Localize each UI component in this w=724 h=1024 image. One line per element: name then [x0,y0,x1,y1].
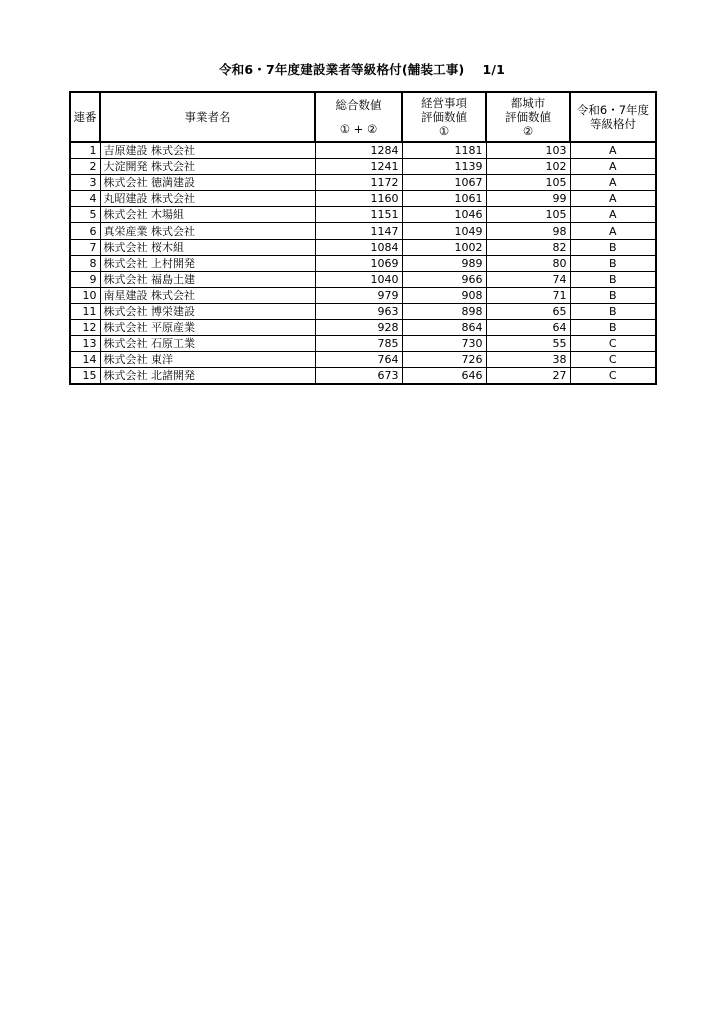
grade-rank: C [570,368,656,385]
company-name: 株式会社 石原工業 [100,336,315,352]
total-score: 673 [315,368,402,385]
header-grade: 令和6・7年度 等級格付 [570,92,656,142]
grade-rank: A [570,159,656,175]
grade-rank: B [570,303,656,319]
table-row [70,142,656,159]
title-text: 令和6・7年度建設業者等級格付(舗装工事) [218,62,465,77]
row-number: 2 [70,159,100,175]
grade-table [69,91,657,385]
keiei-score: 989 [402,255,486,271]
keiei-score: 1061 [402,191,486,207]
company-name: 株式会社 桜木組 [100,239,315,255]
row-number: 8 [70,255,100,271]
company-name: 吉原建設 株式会社 [100,142,315,159]
city-score: 103 [486,142,570,159]
company-name: 株式会社 東洋 [100,352,315,368]
grade-rank: B [570,255,656,271]
table-row [70,271,656,287]
row-number: 6 [70,223,100,239]
keiei-score: 1139 [402,159,486,175]
keiei-score: 1049 [402,223,486,239]
grade-rank: A [570,191,656,207]
keiei-score: 646 [402,368,486,385]
city-score: 64 [486,320,570,336]
grade-rank: B [570,287,656,303]
city-score: 38 [486,352,570,368]
table-row [70,352,656,368]
table-row [70,223,656,239]
row-number: 5 [70,207,100,223]
keiei-score: 898 [402,303,486,319]
table-row [70,303,656,319]
header-name: 事業者名 [100,92,315,142]
company-name: 株式会社 平原産業 [100,320,315,336]
total-score: 928 [315,320,402,336]
keiei-score: 966 [402,271,486,287]
keiei-score: 1002 [402,239,486,255]
company-name: 株式会社 上村開発 [100,255,315,271]
table-header-row [70,92,656,142]
header-city: 都城市 評価数値 ② [486,92,570,142]
row-number: 14 [70,352,100,368]
row-number: 11 [70,303,100,319]
keiei-score: 726 [402,352,486,368]
page-title [0,60,724,78]
table-row [70,191,656,207]
row-number: 7 [70,239,100,255]
city-score: 105 [486,207,570,223]
city-score: 102 [486,159,570,175]
row-number: 3 [70,175,100,191]
total-score: 963 [315,303,402,319]
total-score: 1172 [315,175,402,191]
city-score: 74 [486,271,570,287]
grade-rank: C [570,352,656,368]
table-row [70,320,656,336]
grade-rank: A [570,175,656,191]
city-score: 27 [486,368,570,385]
city-score: 98 [486,223,570,239]
header-total: 総合数値 ① + ② [315,92,402,142]
row-number: 1 [70,142,100,159]
city-score: 99 [486,191,570,207]
keiei-score: 1181 [402,142,486,159]
row-number: 9 [70,271,100,287]
total-score: 1084 [315,239,402,255]
row-number: 4 [70,191,100,207]
row-number: 12 [70,320,100,336]
company-name: 株式会社 北諸開発 [100,368,315,385]
city-score: 65 [486,303,570,319]
grade-rank: A [570,142,656,159]
keiei-score: 1046 [402,207,486,223]
page-number: 1/1 [482,62,506,77]
total-score: 1241 [315,159,402,175]
city-score: 55 [486,336,570,352]
table-row [70,207,656,223]
total-score: 1160 [315,191,402,207]
company-name: 株式会社 徳満建設 [100,175,315,191]
grade-rank: B [570,239,656,255]
company-name: 株式会社 木場組 [100,207,315,223]
total-score: 1284 [315,142,402,159]
company-name: 真栄産業 株式会社 [100,223,315,239]
header-keiei: 経営事項 評価数値 ① [402,92,486,142]
grade-rank: A [570,207,656,223]
company-name: 株式会社 福島土建 [100,271,315,287]
total-score: 1069 [315,255,402,271]
total-score: 785 [315,336,402,352]
row-number: 10 [70,287,100,303]
company-name: 株式会社 博栄建設 [100,303,315,319]
total-score: 979 [315,287,402,303]
keiei-score: 730 [402,336,486,352]
keiei-score: 864 [402,320,486,336]
header-no: 連番 [70,92,100,142]
city-score: 80 [486,255,570,271]
company-name: 南星建設 株式会社 [100,287,315,303]
grade-rank: B [570,320,656,336]
grade-rank: A [570,223,656,239]
table-row [70,368,656,385]
company-name: 大淀開発 株式会社 [100,159,315,175]
keiei-score: 1067 [402,175,486,191]
city-score: 71 [486,287,570,303]
table-row [70,239,656,255]
table-row [70,255,656,271]
table-body [70,142,656,384]
total-score: 1147 [315,223,402,239]
company-name: 丸昭建設 株式会社 [100,191,315,207]
keiei-score: 908 [402,287,486,303]
city-score: 82 [486,239,570,255]
row-number: 15 [70,368,100,385]
table-row [70,336,656,352]
total-score: 1040 [315,271,402,287]
total-score: 764 [315,352,402,368]
grade-rank: C [570,336,656,352]
total-score: 1151 [315,207,402,223]
city-score: 105 [486,175,570,191]
row-number: 13 [70,336,100,352]
grade-rank: B [570,271,656,287]
table-row [70,287,656,303]
table-row [70,175,656,191]
table-row [70,159,656,175]
